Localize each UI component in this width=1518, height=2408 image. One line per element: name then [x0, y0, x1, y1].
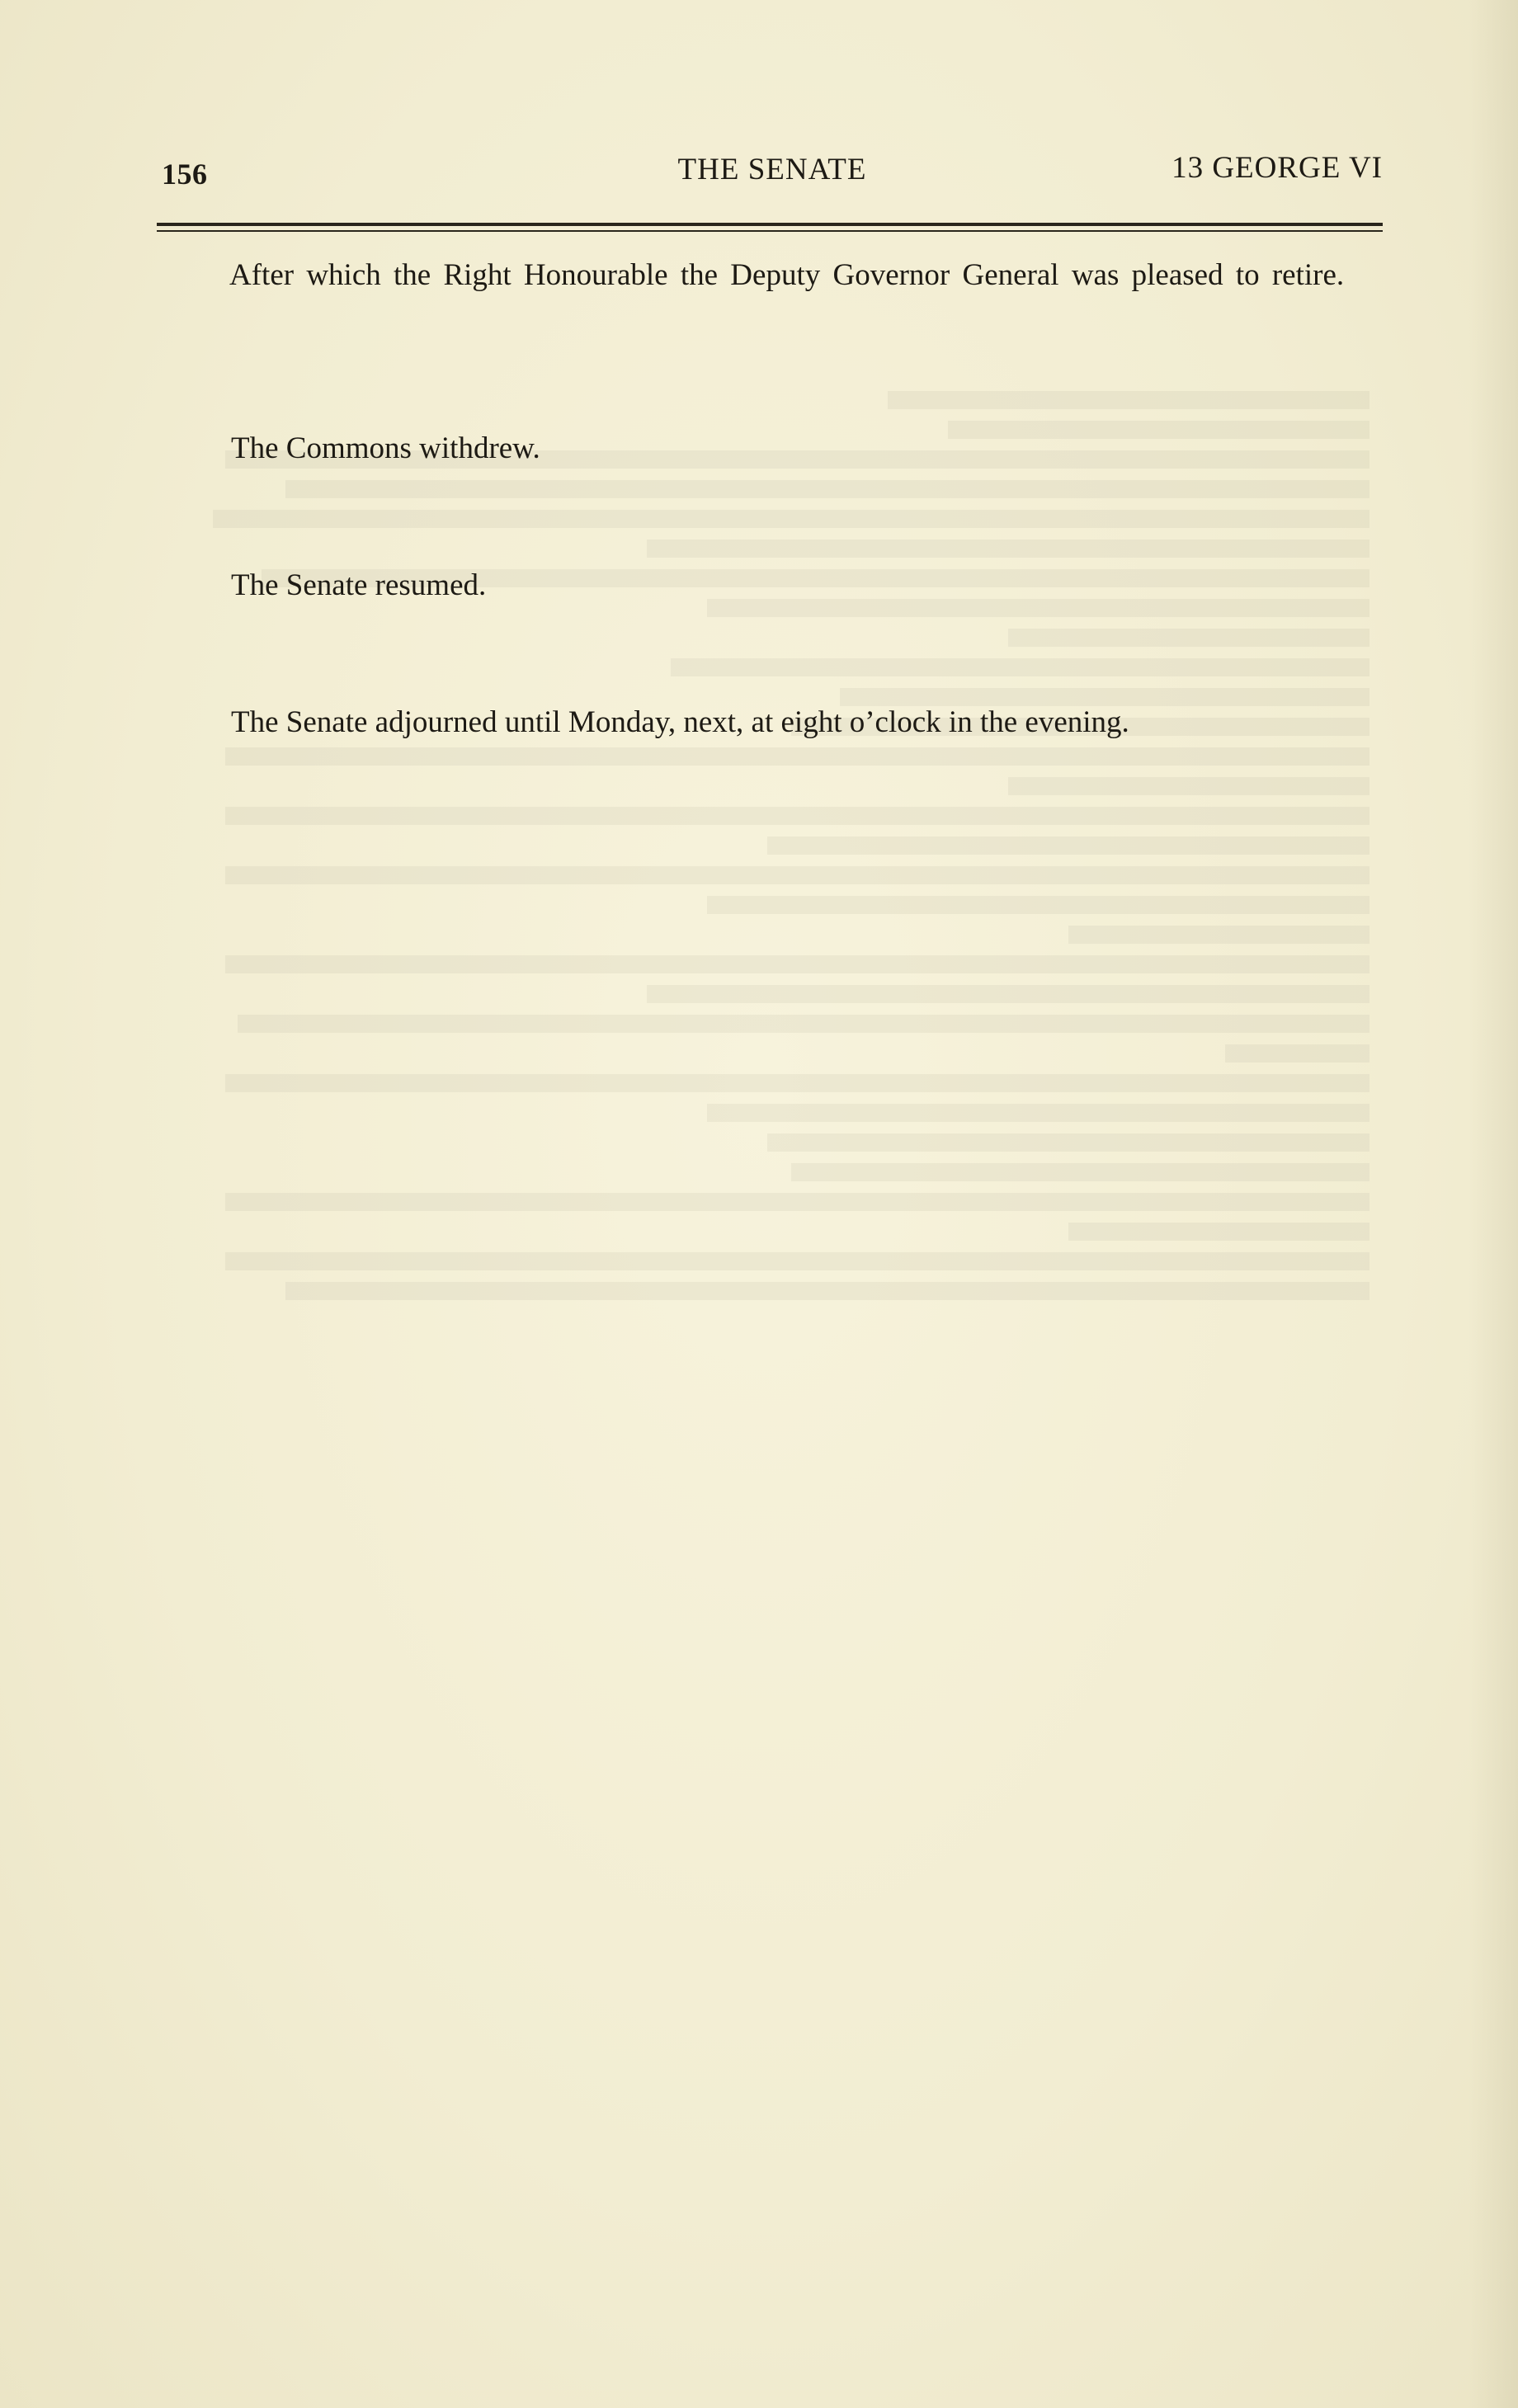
- running-header: [162, 147, 1383, 196]
- header-rule-thin: [157, 230, 1383, 232]
- paragraph-senate-adjourned: The Senate adjourned until Monday, next, at eight o’clock in the evening.: [231, 705, 1129, 739]
- paragraph-commons-withdrew: The Commons withdrew.: [231, 431, 540, 465]
- header-rule-thick: [157, 223, 1383, 226]
- regnal-year: 13 GEORGE VI: [1172, 151, 1383, 185]
- paragraph-senate-resumed: The Senate resumed.: [231, 568, 487, 602]
- running-title: THE SENATE: [677, 153, 867, 186]
- page-number: 156: [162, 158, 208, 191]
- show-through-texture: [165, 379, 1370, 1312]
- paragraph-retire: After which the Right Honourable the Deputy Governor General was pleased to retire.: [229, 258, 1345, 292]
